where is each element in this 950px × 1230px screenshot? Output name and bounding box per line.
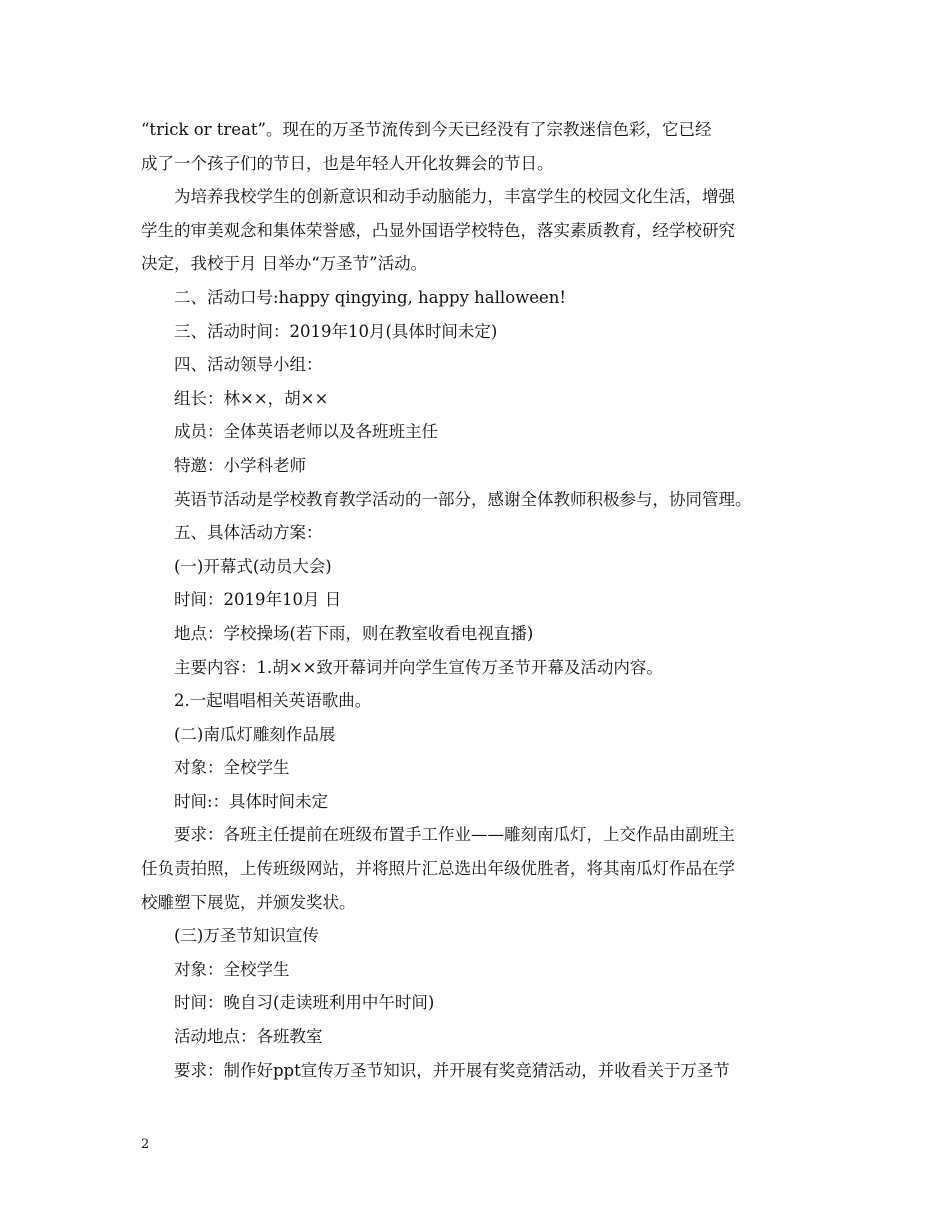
text-line: 要求：各班主任提前在班级布置手工作业——雕刻南瓜灯，上交作品由副班主: [174, 825, 735, 845]
text-line: 为培养我校学生的创新意识和动手动脑能力，丰富学生的校园文化生活，增强: [174, 187, 735, 207]
text-line: 决定，我校于月 日举办“万圣节”活动。: [141, 254, 428, 274]
page-number: 2: [141, 1137, 150, 1152]
text-line: 任负责拍照，上传班级网站，并将照片汇总选出年级优胜者，将其南瓜灯作品在学: [141, 859, 735, 879]
text-line: 时间：2019年10月 日: [174, 590, 342, 610]
text-line: 学生的审美观念和集体荣誉感，凸显外国语学校特色，落实素质教育，经学校研究: [141, 220, 735, 240]
text-line: (一)开幕式(动员大会): [174, 556, 332, 576]
text-line: 要求：制作好ppt宣传万圣节知识，并开展有奖竞猜活动，并收看关于万圣节: [174, 1060, 730, 1080]
text-line: 校雕塑下展览，并颁发奖状。: [141, 892, 356, 912]
text-line: 五、具体活动方案：: [174, 523, 323, 543]
text-line: 2.一起唱唱相关英语歌曲。: [174, 691, 372, 711]
text-line: 活动地点：各班教室: [174, 1027, 323, 1047]
text-line: 时间：晚自习(走读班利用中午时间): [174, 993, 435, 1013]
text-line: (三)万圣节知识宣传: [174, 926, 319, 946]
text-line: 特邀：小学科老师: [174, 455, 306, 475]
text-line: 主要内容：1.胡××致开幕词并向学生宣传万圣节开幕及活动内容。: [174, 657, 663, 677]
text-line: 二、活动口号:happy qingying, happy halloween!: [174, 287, 567, 307]
text-line: 对象：全校学生: [174, 959, 290, 979]
text-line: 地点：学校操场(若下雨，则在教室收看电视直播): [174, 623, 534, 643]
text-line: 成了一个孩子们的节日，也是年轻人开化妆舞会的节日。: [141, 153, 554, 173]
text-line: 英语节活动是学校教育教学活动的一部分，感谢全体教师积极参与，协同管理。: [174, 489, 752, 509]
text-line: 时间:：具体时间未定: [174, 791, 329, 811]
text-line: 对象：全校学生: [174, 758, 290, 778]
text-line: 组长：林××，胡××: [174, 388, 329, 408]
document-body: [141, 113, 821, 1087]
text-line: 成员：全体英语老师以及各班班主任: [174, 422, 438, 442]
text-line: “trick or treat”。现在的万圣节流传到今天已经没有了宗教迷信色彩，它已经: [141, 120, 712, 139]
text-line: (二)南瓜灯雕刻作品展: [174, 724, 336, 744]
text-line: 三、活动时间：2019年10月(具体时间未定): [174, 321, 498, 341]
text-line: 四、活动领导小组：: [174, 355, 323, 375]
